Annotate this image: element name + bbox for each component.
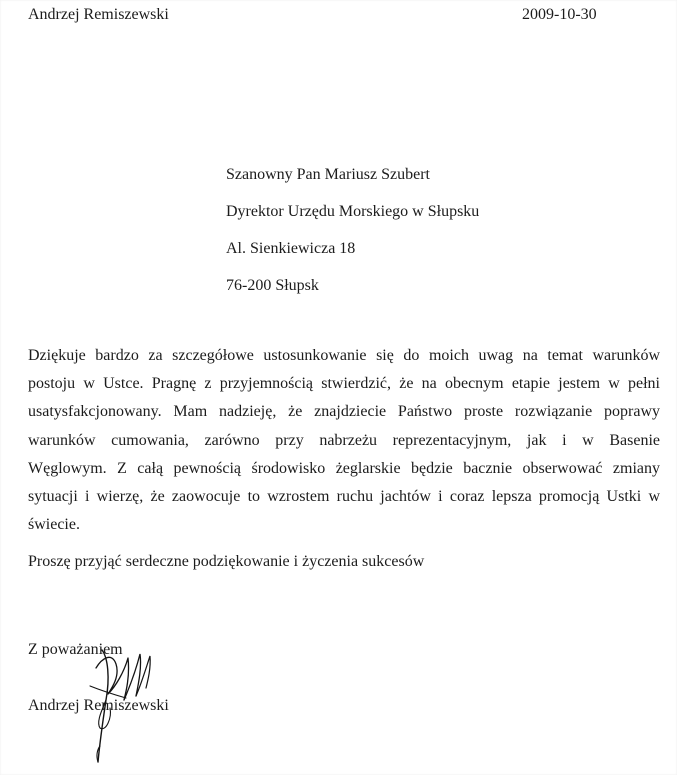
recipient-street: Al. Sienkiewicza 18 xyxy=(226,240,356,257)
body-line: Dziękuje bardzo za szczegółowe ustosunkowanie się do moich uwag na temat warunków xyxy=(28,347,660,364)
letter-body xyxy=(28,342,660,539)
handwritten-signature xyxy=(82,628,172,768)
signer-name: Andrzej Remiszewski xyxy=(28,697,169,714)
body-line: sytuacji i wierzę, że zaowocuje to wzrostem ruchu jachtów i coraz lepsza promocją Ustki w xyxy=(28,487,660,505)
closing-wishes: Proszę przyjąć serdeczne podziękowanie i życzenia sukcesów xyxy=(28,553,425,570)
recipient-title: Dyrektor Urzędu Morskiego w Słupsku xyxy=(226,203,480,220)
header-date: 2009-10-30 xyxy=(522,6,597,23)
body-line: warunków cumowania, zarówno przy nabrzeżu reprezentacyjnym, jak i w Basenie xyxy=(28,431,660,449)
body-line: Węglowym. Z całą pewnością środowisko żeglarskie będzie bacznie obserwować zmiany xyxy=(28,459,660,477)
regards-text: Z poważaniem xyxy=(28,641,123,658)
body-line: świecie. xyxy=(28,516,80,534)
body-line: usatysfakcjonowany. Mam nadzieję, że znajdziecie Państwo proste rozwiązanie poprawy xyxy=(28,403,660,421)
recipient-city: 76-200 Słupsk xyxy=(226,277,319,294)
recipient-salutation: Szanowny Pan Mariusz Szubert xyxy=(226,166,430,183)
body-line: postoju w Ustce. Pragnę z przyjemnością stwierdzić, że na obecnym etapie jestem w pełni xyxy=(28,375,660,393)
header-author: Andrzej Remiszewski xyxy=(28,6,169,23)
